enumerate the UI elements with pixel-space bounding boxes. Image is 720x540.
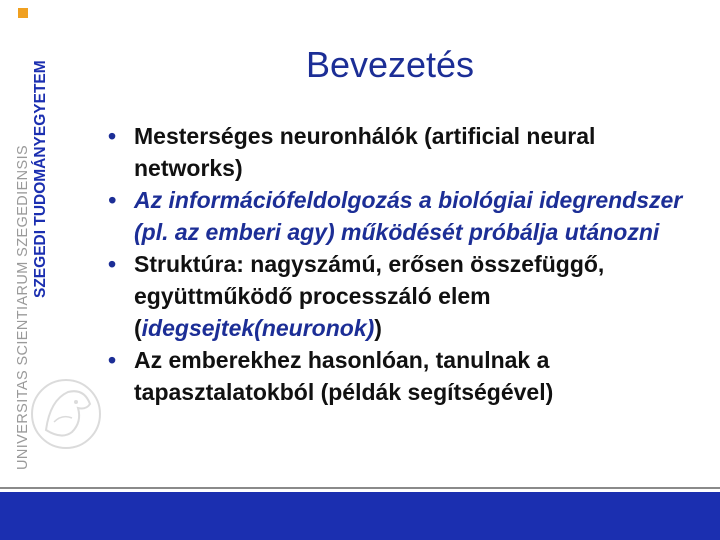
bullet-text: Az információfeldolgozás a biológiai idegrendszer (pl. az emberi agy) működését próbálja utánozni xyxy=(134,187,683,245)
bullet-list xyxy=(108,120,698,408)
bullet-item xyxy=(108,248,698,344)
bullet-dot-icon: • xyxy=(108,347,117,373)
slide-title: Bevezetés xyxy=(305,44,475,85)
university-crest-icon xyxy=(28,370,108,460)
footer-band xyxy=(0,492,720,540)
bullet-dot-icon: • xyxy=(108,251,117,277)
bullet-dot-icon: • xyxy=(108,187,117,213)
bullet-text: Az emberekhez hasonlóan, tanulnak a tapasztalatokból (példák segítségével) xyxy=(134,347,554,405)
bullet-item xyxy=(108,120,698,184)
university-name-latin: UNIVERSITAS SCIENTIARUM SZEGEDIENSIS xyxy=(15,144,31,470)
bullet-item xyxy=(108,344,698,408)
bullet-text-emphasis: idegsejtek(neuronok) xyxy=(141,315,375,341)
bullet-dot-icon: • xyxy=(108,123,117,149)
bullet-text: Mesterséges neuronhálók (artificial neural networks) xyxy=(134,123,596,181)
bullet-item xyxy=(108,184,698,248)
bullet-text-prefix: Struktúra: nagyszámú, erősen összefüggő, együttműködő processzáló elem ( xyxy=(134,251,605,341)
university-name-hungarian: SZEGEDI TUDOMÁNYEGYETEM xyxy=(32,60,49,298)
footer-divider xyxy=(0,487,720,489)
university-sidebar xyxy=(0,0,60,490)
bullet-text-suffix: ) xyxy=(374,315,382,341)
